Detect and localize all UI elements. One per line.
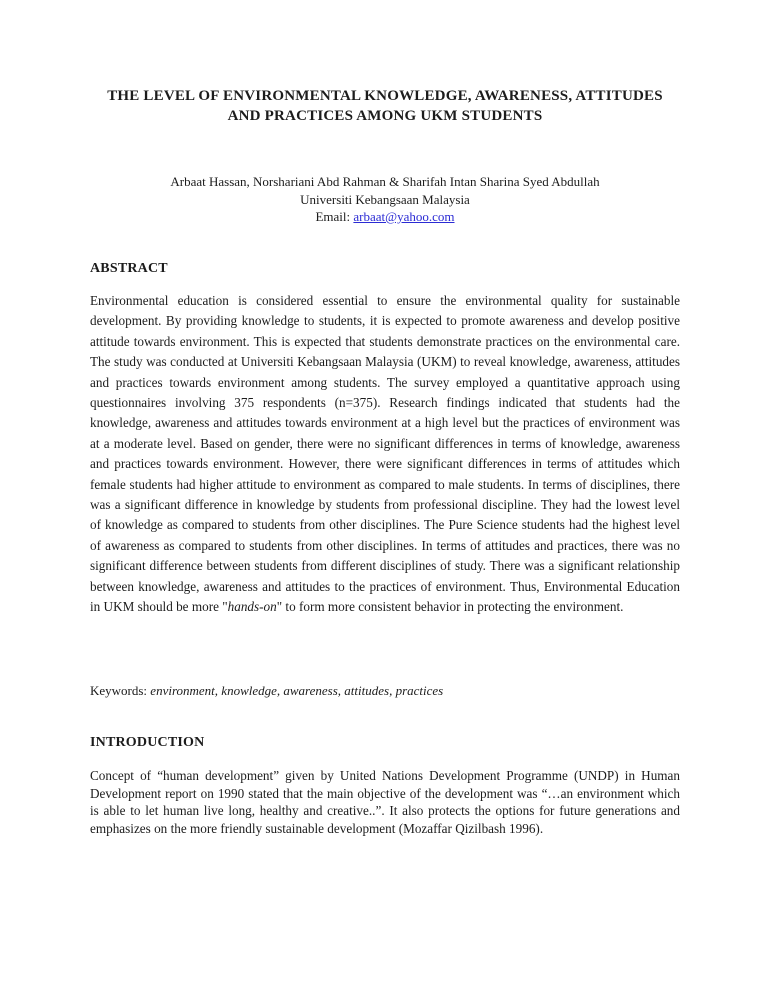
email-link[interactable]: arbaat@yahoo.com (353, 209, 455, 224)
abstract-heading: ABSTRACT (90, 261, 168, 276)
author-block (90, 173, 680, 226)
paper-title-line2: AND PRACTICES AMONG UKM STUDENTS (227, 108, 543, 124)
introduction-heading: INTRODUCTION (90, 735, 205, 750)
email-label: Email: (315, 209, 354, 224)
keywords-list: environment, knowledge, awareness, attitudes, practices (150, 683, 444, 698)
affiliation: Universiti Kebangsaan Malaysia (300, 191, 470, 207)
abstract-text-part1: Environmental education is considered essential to ensure the environmental quality for sustainable development. By providing knowledge to students, it is expected to promote awareness and develop positive attitude towards environment. This is expected that students demonstrate practices on the environmental care. The study was conducted at Universiti Kebangsaan Malaysia (UKM) to reveal knowledge, awareness, attitudes and practices towards environment among students. The survey employed a quantitative approach using questionnaires involving 375 respondents (n=375). Research findings indicated that students had the knowledge, awareness and attitudes towards environment at a high level but the practices of environment was at a moderate level. Based on gender, there were no significant differences in terms of knowledge, awareness and practices towards environment. However, there were significant differences in terms of attitudes which female students had higher attitude to environment as compared to male students. In terms of disciplines, there was a significant difference in knowledge by students from professional discipline. They had the lowest level of knowledge as compared to students from other disciplines. The Pure Science students had the highest level of awareness as compared to students from other disciplines. In terms of attitudes and practices, there was no significant difference between students from different disciplines of study. There was a significant relationship between knowledge, awareness and attitudes to the practices of environment. Thus, Environmental Education in UKM should be more " (90, 293, 680, 615)
keywords-line (90, 682, 680, 700)
author-names: Arbaat Hassan, Norshariani Abd Rahman & Sharifah Intan Sharina Syed Abdullah (170, 174, 600, 189)
paper-title-line1: THE LEVEL OF ENVIRONMENTAL KNOWLEDGE, AWARENESS, ATTITUDES (107, 88, 663, 104)
abstract-text (90, 291, 680, 618)
introduction-text: Concept of “human development” given by United Nations Development Programme (UNDP) in Human Development report on 1990 stated that the main objective of the development was “…an environment which is able to let human live long, healthy and creative..”. It also protects the options for future generations and emphasizes on the more friendly sustainable development (Mozaffar Qizilbash 1996). (90, 768, 680, 837)
paper-title (90, 86, 680, 126)
keywords-label: Keywords: (90, 683, 151, 698)
abstract-text-part2: " to form more consistent behavior in protecting the environment. (276, 599, 624, 615)
abstract-italic-term: hands-on (227, 599, 277, 615)
email-line (90, 208, 680, 226)
